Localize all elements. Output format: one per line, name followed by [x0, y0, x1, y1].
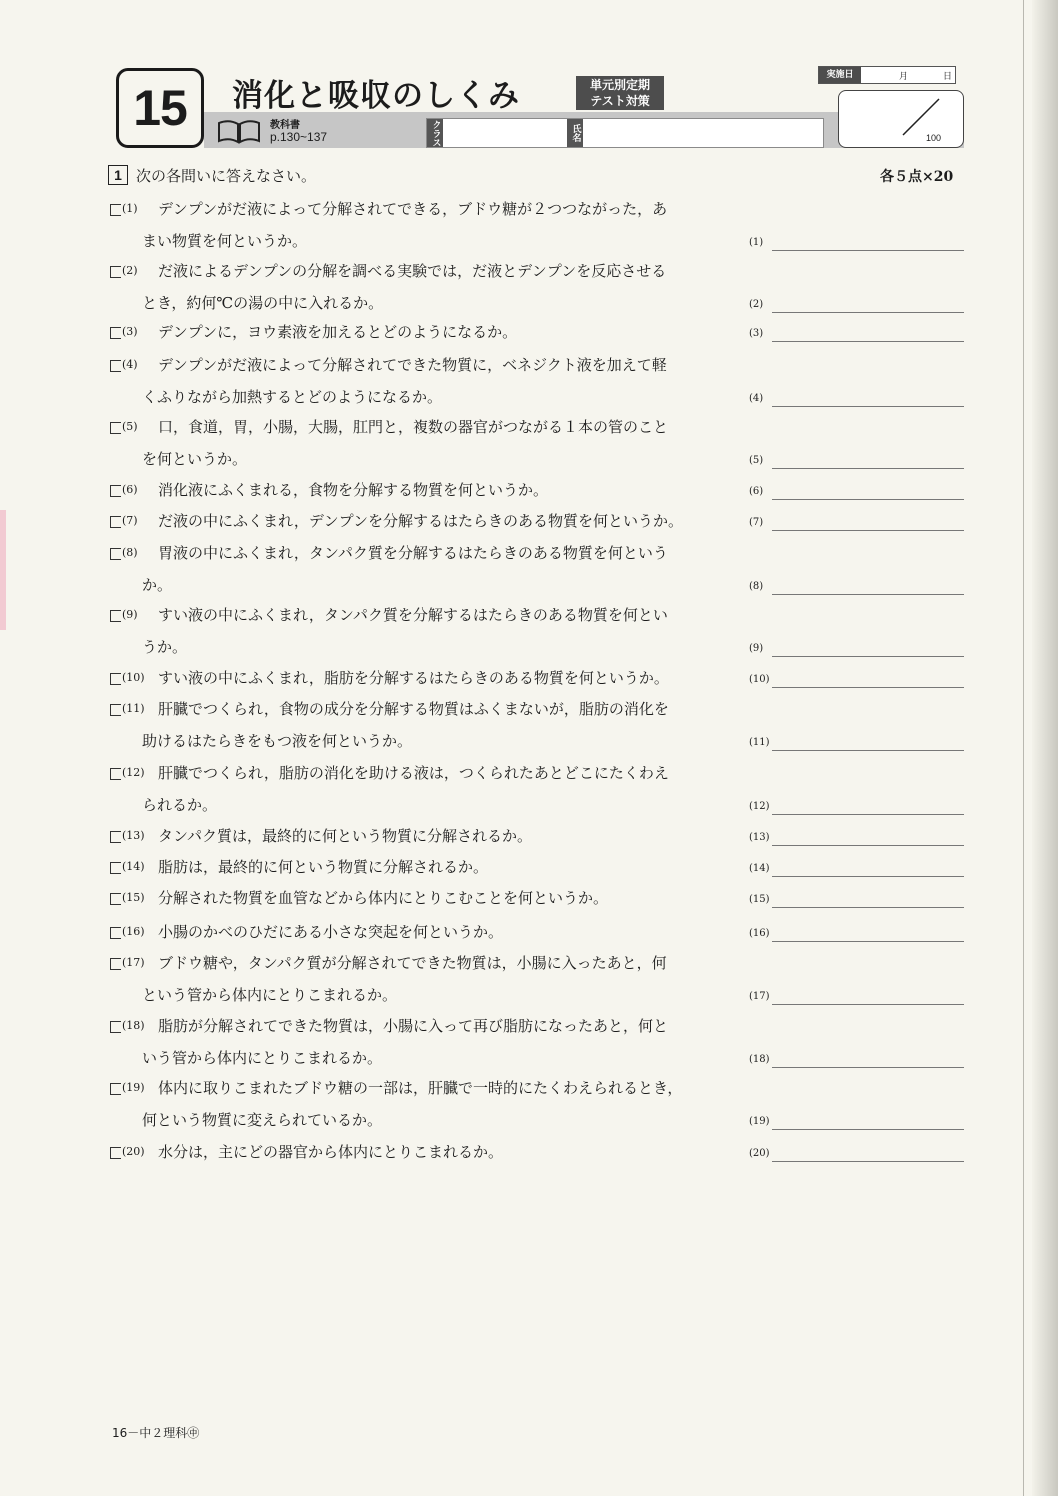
- question-number: (10): [122, 671, 145, 684]
- question-checkbox[interactable]: [110, 831, 121, 843]
- question-text-line: 何という物質に変えられているか。: [142, 1111, 383, 1129]
- question-text-line: 肝臓でつくられ，食物の成分を分解する物質はふくまないが，脂肪の消化を: [158, 700, 669, 718]
- question-number: (18): [122, 1019, 145, 1032]
- question-text-line: か。: [142, 576, 173, 594]
- question-checkbox[interactable]: [110, 422, 121, 434]
- question-number: (20): [122, 1145, 145, 1158]
- answer-label: (16): [749, 928, 770, 939]
- question-checkbox[interactable]: [110, 1147, 121, 1159]
- question-text-line: られるか。: [142, 796, 218, 814]
- question-number: (15): [122, 891, 145, 904]
- answer-label: (9): [749, 643, 764, 654]
- answer-line[interactable]: [772, 594, 964, 595]
- question-text-line: 小腸のかべのひだにある小さな突起を何というか。: [158, 923, 504, 941]
- question-text-line: すい液の中にふくまれ，脂肪を分解するはたらきのある物質を何というか。: [158, 669, 669, 687]
- question-number: (5): [122, 420, 138, 433]
- answer-line[interactable]: [772, 814, 964, 815]
- answer-label: (1): [749, 237, 764, 248]
- class-name-field[interactable]: [426, 118, 824, 148]
- month-label: 月: [899, 72, 909, 82]
- question-checkbox[interactable]: [110, 360, 121, 372]
- question-text-line: 水分は，主にどの器官から体内にとりこまれるか。: [158, 1143, 504, 1161]
- answer-line[interactable]: [772, 1129, 964, 1130]
- question-text-line: 助けるはたらきをもつ液を何というか。: [142, 732, 413, 750]
- badge-line-1: 単元別定期: [589, 78, 650, 92]
- page-edge-tab: [0, 510, 6, 630]
- answer-label: (5): [749, 455, 764, 466]
- answer-label: (19): [749, 1116, 770, 1127]
- question-number: (16): [122, 925, 145, 938]
- question-text-line: だ液の中にふくまれ，デンプンを分解するはたらきのある物質を何というか。: [158, 512, 684, 530]
- question-checkbox[interactable]: [110, 204, 121, 216]
- answer-line[interactable]: [772, 1004, 964, 1005]
- answer-line[interactable]: [772, 687, 964, 688]
- question-text-line: を何というか。: [142, 450, 248, 468]
- question-number: (11): [122, 702, 145, 715]
- score-max: 100: [925, 133, 941, 143]
- binding-line: [1023, 0, 1024, 1496]
- date-label: 実施日: [819, 67, 861, 83]
- question-checkbox[interactable]: [110, 1021, 121, 1033]
- answer-label: (14): [749, 863, 770, 874]
- question-text-line: 胃液の中にふくまれ，タンパク質を分解するはたらきのある物質を何という: [158, 544, 668, 562]
- answer-line[interactable]: [772, 907, 964, 908]
- question-number: (4): [122, 358, 138, 371]
- question-checkbox[interactable]: [110, 958, 121, 970]
- question-text-line: いう管から体内にとりこまれるか。: [142, 1049, 383, 1067]
- section-instruction: 次の各問いに答えなさい。: [136, 167, 317, 185]
- answer-label: (10): [749, 674, 770, 685]
- question-text-line: 肝臓でつくられ，脂肪の消化を助ける液は，つくられたあとどこにたくわえ: [158, 764, 669, 782]
- question-text-line: デンプンがだ液によって分解されてできる，ブドウ糖が２つつながった，あ: [158, 200, 668, 218]
- unit-number: 15: [133, 80, 187, 136]
- question-checkbox[interactable]: [110, 1083, 121, 1095]
- page-binding-edge: [1032, 0, 1058, 1496]
- class-label: クラス: [427, 119, 443, 147]
- question-text-line: うか。: [142, 638, 188, 656]
- answer-line[interactable]: [772, 750, 964, 751]
- test-prep-badge: [576, 76, 664, 110]
- question-number: (2): [122, 264, 138, 277]
- question-number: (19): [122, 1081, 145, 1094]
- question-checkbox[interactable]: [110, 485, 121, 497]
- question-number: (17): [122, 956, 145, 969]
- question-text-line: タンパク質は，最終的に何という物質に分解されるか。: [158, 827, 532, 845]
- question-text-line: まい物質を何というか。: [142, 232, 308, 250]
- question-checkbox[interactable]: [110, 327, 121, 339]
- answer-label: (4): [749, 393, 764, 404]
- answer-line[interactable]: [772, 876, 964, 877]
- question-number: (7): [122, 514, 138, 527]
- open-book-icon: [216, 118, 262, 144]
- question-checkbox[interactable]: [110, 768, 121, 780]
- answer-label: (7): [749, 517, 764, 528]
- unit-number-box: [116, 68, 204, 148]
- question-text-line: とき，約何℃の湯の中に入れるか。: [142, 294, 384, 312]
- question-number: (1): [122, 202, 138, 215]
- answer-label: (20): [749, 1148, 770, 1159]
- question-checkbox[interactable]: [110, 927, 121, 939]
- question-text-line: 体内に取りこまれたブドウ糖の一部は，肝臓で一時的にたくわえられるとき，: [158, 1079, 683, 1097]
- question-text-line: 脂肪が分解されてできた物質は，小腸に入って再び脂肪になったあと，何と: [158, 1017, 669, 1035]
- question-number: (12): [122, 766, 145, 779]
- answer-line[interactable]: [772, 941, 964, 942]
- answer-label: (2): [749, 299, 764, 310]
- score-box[interactable]: [838, 90, 964, 148]
- question-text-line: くふりながら加熱するとどのようになるか。: [142, 388, 443, 406]
- worksheet-header: [108, 66, 964, 154]
- answer-line[interactable]: [772, 406, 964, 407]
- page-title: 消化と吸収のしくみ: [232, 78, 520, 114]
- answer-line[interactable]: [772, 656, 964, 657]
- name-label: 氏名: [567, 119, 583, 147]
- answer-line[interactable]: [772, 468, 964, 469]
- answer-line[interactable]: [772, 845, 964, 846]
- answer-label: (11): [749, 737, 770, 748]
- question-checkbox[interactable]: [110, 610, 121, 622]
- question-text-line: すい液の中にふくまれ，タンパク質を分解するはたらきのある物質を何とい: [158, 606, 668, 624]
- question-checkbox[interactable]: [110, 266, 121, 278]
- answer-label: (8): [749, 581, 764, 592]
- date-field[interactable]: [818, 66, 956, 84]
- question-text-line: 脂肪は，最終的に何という物質に分解されるか。: [158, 858, 489, 876]
- answer-label: (17): [749, 991, 770, 1002]
- question-text-line: 口，食道，胃，小腸，大腸，肛門と，複数の器官がつながる１本の管のこと: [158, 418, 669, 436]
- question-checkbox[interactable]: [110, 704, 121, 716]
- page-footer: 16－中２理科㊥: [112, 1426, 200, 1440]
- question-checkbox[interactable]: [110, 516, 121, 528]
- question-checkbox[interactable]: [110, 862, 121, 874]
- answer-line[interactable]: [772, 250, 964, 251]
- question-text-line: 分解された物質を血管などから体内にとりこむことを何というか。: [158, 889, 609, 907]
- question-checkbox[interactable]: [110, 893, 121, 905]
- question-text-line: だ液によるデンプンの分解を調べる実験では，だ液とデンプンを反応させる: [158, 262, 667, 280]
- textbook-label: 教科書: [270, 120, 300, 131]
- question-number: (14): [122, 860, 145, 873]
- question-checkbox[interactable]: [110, 548, 121, 560]
- badge-line-2: テスト対策: [590, 94, 650, 108]
- question-text-line: 消化液にふくまれる，食物を分解する物質を何というか。: [158, 481, 549, 499]
- answer-label: (3): [749, 328, 764, 339]
- question-text-line: ブドウ糖や，タンパク質が分解されてできた物質は，小腸に入ったあと，何: [158, 954, 667, 972]
- question-text-line: という管から体内にとりこまれるか。: [142, 986, 398, 1004]
- answer-line[interactable]: [772, 1067, 964, 1068]
- answer-line[interactable]: [772, 341, 964, 342]
- answer-line[interactable]: [772, 1161, 964, 1162]
- day-label: 日: [943, 72, 953, 82]
- question-text-line: デンプンに，ヨウ素液を加えるとどのようになるか。: [158, 323, 518, 341]
- question-number: (13): [122, 829, 145, 842]
- question-number: (8): [122, 546, 138, 559]
- question-text-line: デンプンがだ液によって分解されてできた物質に，ベネジクト液を加えて軽: [158, 356, 667, 374]
- question-number: (6): [122, 483, 138, 496]
- answer-line[interactable]: [772, 312, 964, 313]
- question-number: (9): [122, 608, 138, 621]
- answer-label: (6): [749, 486, 764, 497]
- textbook-pages: p.130~137: [270, 130, 328, 144]
- answer-label: (12): [749, 801, 770, 812]
- answer-line[interactable]: [772, 530, 964, 531]
- answer-line[interactable]: [772, 499, 964, 500]
- question-checkbox[interactable]: [110, 673, 121, 685]
- answer-label: (18): [749, 1054, 770, 1065]
- answer-label: (15): [749, 894, 770, 905]
- section-number: 1: [108, 165, 128, 185]
- section-points: 各５点×20: [880, 169, 954, 185]
- question-number: (3): [122, 325, 138, 338]
- answer-label: (13): [749, 832, 770, 843]
